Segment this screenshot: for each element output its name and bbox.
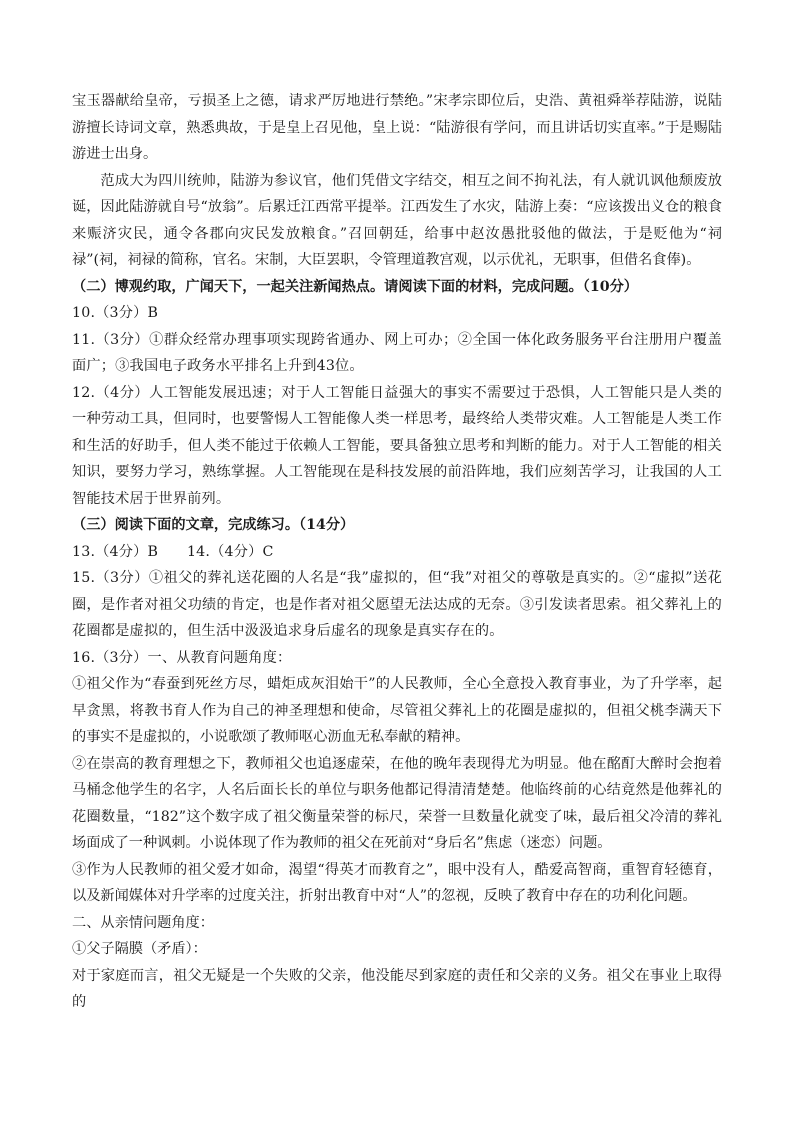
answer-11: 11.（3分）①群众经常办理事项实现跨省通办、网上可办；②全国一体化政务服务平台注册用户覆盖面广；③我国电子政务水平排名上升到43位。 [72, 331, 722, 374]
answer-16-point-1: ①祖父作为“春蚕到死丝方尽，蜡炬成灰泪始干”的人民教师，全心全意投入教育事业，为了升学率，起早贪黑，将教书育人作为自己的神圣理想和使命，尽管祖父葬礼上的花圈是虚拟的，但祖父桃李满天下的事实不是虚拟的，小说歌颂了教师呕心沥血无私奉献的精神。 [72, 676, 722, 745]
paragraph-history-1: 宝玉器献给皇帝，亏损圣上之德，请求严厉地进行禁绝。”宋孝宗即位后，史浩、黄祖舜举荐陆游，说陆游擅长诗词文章，熟悉典故，于是皇上召见他，皇上说：“陆游很有学问，而且讲话切实直率。”于是赐陆游进士出身。 [72, 93, 722, 162]
answer-16-continuation: 对于家庭而言，祖父无疑是一个失败的父亲，他没能尽到家庭的责任和父亲的义务。祖父在事业上取得的 [72, 967, 722, 1010]
answer-15: 15.（3分）①祖父的葬礼送花圈的人名是“我”虚拟的，但“我”对祖父的尊敬是真实的。②“虚拟”送花圈，是作者对祖父功绩的肯定，也是作者对祖父愿望无法达成的无奈。③引发读者思索。祖父葬礼上的花圈都是虚拟的，但生活中汲汲追求身后虚名的现象是真实存在的。 [72, 570, 722, 639]
answer-16-sub-heading: 二、从亲情问题角度： [72, 914, 214, 931]
answer-16-sub-point: ①父子隔膜（矛盾）： [72, 941, 207, 957]
answer-10: 10.（3分）B [72, 305, 159, 321]
answer-12: 12.（4分）人工智能发展迅速；对于人工智能日益强大的事实不需要过于恐惧，人工智能只是人类的一种劳动工具，但同时，也要警惕人工智能像人类一样思考，最终给人类带灾难。人工智能是人类工作和生活的好助手，但人类不能过于依赖人工智能，要具备独立思考和判断的能力。对于人工智能的相关知识，要努力学习，熟练掌握。人工智能现在是科技发展的前沿阵地，我们应刻苦学习，让我国的人工智能技术居于世界前列。 [72, 384, 722, 507]
section-heading-3: （三）阅读下面的文章，完成练习。（14分） [72, 517, 355, 533]
document-page [72, 88, 722, 1016]
answer-16-heading: 16.（3分）一、从教育问题角度： [72, 649, 292, 666]
answer-13-14: 13.（4分）B 14.（4分）C [72, 543, 274, 560]
section-heading-2: （二）博观约取，广闻天下，一起关注新闻热点。请阅读下面的材料，完成问题。（10分） [72, 278, 638, 295]
answer-16-point-2: ②在崇高的教育理想之下，教师祖父也追逐虚荣，在他的晚年表现得尤为明显。他在酩酊大醉时会抱着马桶念他学生的名字，人名后面长长的单位与职务他都记得清清楚楚。他临终前的心结竟然是他葬礼的花圈数量，“182”这个数字成了祖父衡量荣誉的标尺，荣誉一旦数量化就变了味，最后祖父冷清的葬礼场面成了一种讽刺。小说体现了作为教师的祖父在死前对“身后名”焦虑（迷恋）问题。 [72, 755, 722, 851]
paragraph-history-2: 范成大为四川统帅，陆游为参议官，他们凭借文字结交，相互之间不拘礼法，有人就讥讽他颓废放诞，因此陆游就自号“放翁”。后累迁江西常平提举。江西发生了水灾，陆游上奏：“应该拨出义仓的粮食来赈济灾民，通令各郡向灾民发放粮食。”召回朝廷，给事中赵汝愚批驳他的做法，于是贬他为“祠禄”(祠，祠禄的简称，官名。宋制，大臣罢职，令管理道教宫观，以示优礼，无职事，但借名食俸)。 [72, 172, 722, 268]
answer-16-point-3: ③作为人民教师的祖父爱才如命，渴望“得英才而教育之”，眼中没有人，酷爱高智商，重智育轻德育，以及新闻媒体对升学率的过度关注，折射出教育中对“人”的忽视，反映了教育中存在的功利化问题。 [72, 861, 722, 904]
